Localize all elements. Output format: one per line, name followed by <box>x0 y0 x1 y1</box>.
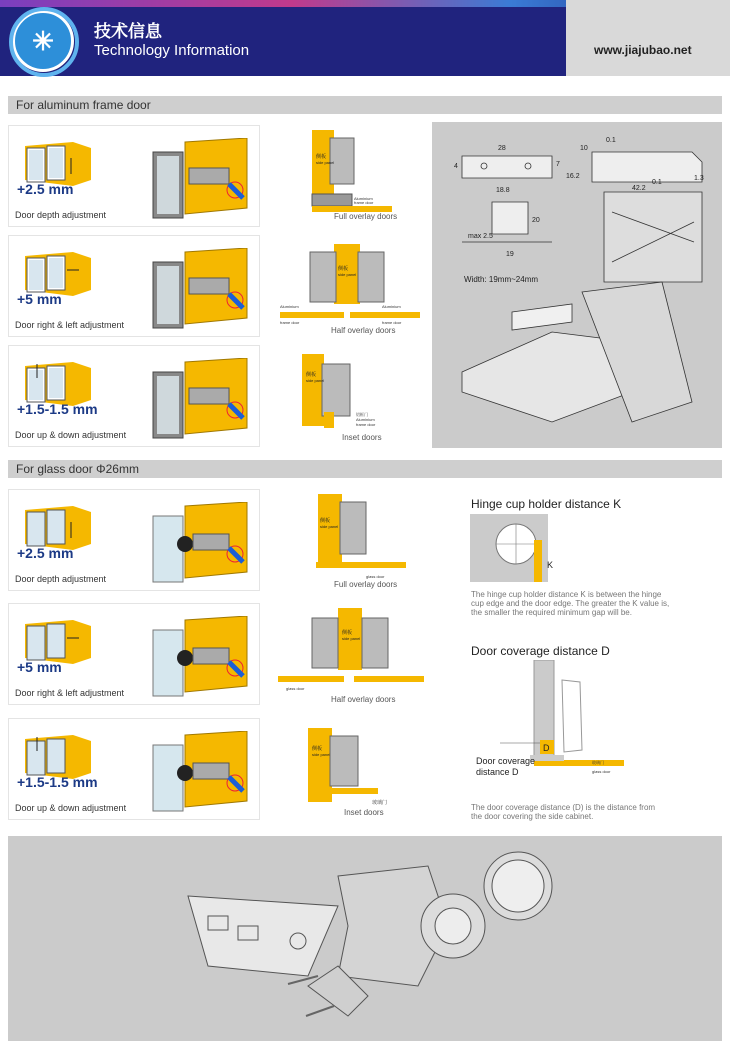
hinge-exploded-view <box>8 836 722 1041</box>
half-overlay-glass-diagram <box>276 606 428 692</box>
label-glass-door: glass door <box>286 686 305 691</box>
page-title-en: Technology Information <box>94 42 250 59</box>
dim-7: 7 <box>556 161 560 168</box>
label-aluminium: Aluminium <box>280 304 299 309</box>
label-aluminium: Aluminium <box>382 304 401 309</box>
dim-10: 10 <box>580 145 588 152</box>
label-aluminium-door-cn: 铝框门 <box>356 412 368 417</box>
aluminum-card-depth <box>8 125 260 227</box>
label-aluminium: Aluminium <box>354 196 373 201</box>
dim-28: 28 <box>498 145 506 152</box>
section-aluminum-title: For aluminum frame door <box>8 96 722 114</box>
hinge-cup-description: The hinge cup holder distance K is between the hinge cup edge and the door edge. The greater the K value is, the smaller the required minimum gap will be. <box>471 590 670 617</box>
adjust-amount: +2.5 mm <box>17 545 74 561</box>
label-side-panel-cn: 侧板 <box>338 266 349 272</box>
dim-18-8: 18.8 <box>496 187 510 194</box>
width-spec: Width: 19mm~24mm <box>464 275 539 284</box>
section-glass-title: For glass door Φ26mm <box>8 460 722 478</box>
mounting-caption: Full overlay doors <box>334 212 398 221</box>
glass-door-illustration <box>21 727 93 779</box>
hinge-on-glass-illustration <box>149 502 253 584</box>
dim-19: 19 <box>506 251 514 258</box>
logo <box>12 10 74 72</box>
profile-dimension-drawing <box>432 122 722 448</box>
label-frame-door: frame door <box>354 200 374 205</box>
dim-max-2-5: max 2.5 <box>468 233 493 240</box>
site-url: www.jiajubao.net <box>594 43 692 57</box>
adjust-caption: Door depth adjustment <box>15 210 107 220</box>
adjust-caption: Door up & down adjustment <box>15 803 127 813</box>
dim-20: 20 <box>532 217 540 224</box>
label-side-panel-cn: 侧板 <box>306 372 317 378</box>
mounting-caption: Half overlay doors <box>331 695 396 704</box>
label-side-panel-cn: 侧板 <box>342 630 353 636</box>
glass-card-right-left <box>8 603 260 705</box>
label-side-panel: side panel <box>312 752 331 757</box>
label-side-panel-cn: 侧板 <box>312 746 323 752</box>
full-overlay-aluminum-diagram <box>300 128 410 220</box>
header-bar <box>0 0 730 76</box>
dim-tolerance-a: 0.1 <box>606 137 616 144</box>
hinge-on-frame-illustration <box>149 138 253 220</box>
frame-door-illustration <box>21 244 93 296</box>
label-glass-door-cn: 玻璃门 <box>372 800 388 806</box>
aluminum-card-up-down <box>8 345 260 447</box>
label-aluminium: Aluminium <box>356 417 375 422</box>
adjust-amount: +5 mm <box>17 291 62 307</box>
hinge-on-glass-illustration <box>149 731 253 813</box>
glass-card-depth <box>8 489 260 591</box>
adjust-caption: Door depth adjustment <box>15 574 107 584</box>
glass-door-illustration <box>21 612 93 664</box>
exploded-view-panel <box>8 836 722 1041</box>
door-coverage-side-label: Door coverage distance D <box>476 756 536 777</box>
adjust-caption: Door right & left adjustment <box>15 688 125 698</box>
header-right-panel <box>566 0 730 76</box>
half-overlay-aluminum-diagram <box>276 240 428 326</box>
hinge-on-glass-illustration <box>149 616 253 698</box>
frame-door-illustration <box>21 134 93 186</box>
label-frame-door: frame door <box>382 320 402 325</box>
label-glass-door-cn: 玻璃门 <box>592 760 604 765</box>
logo-star-icon: ✳ <box>32 25 54 56</box>
label-side-panel: side panel <box>316 160 335 165</box>
k-label: K <box>547 560 554 570</box>
frame-door-illustration <box>21 354 93 406</box>
adjust-caption: Door right & left adjustment <box>15 320 125 330</box>
dim-tolerance-b: 0.1 <box>652 179 662 186</box>
page-title-cn: 技术信息 <box>94 22 162 42</box>
full-overlay-glass-diagram <box>300 492 410 582</box>
door-coverage-title: Door coverage distance D <box>471 644 610 658</box>
inset-glass-diagram <box>300 722 410 806</box>
dim-42-2: 42.2 <box>632 185 646 192</box>
aluminum-tech-panel <box>432 122 722 448</box>
mounting-caption: Inset doors <box>342 433 382 442</box>
dim-4: 4 <box>454 163 458 170</box>
adjust-amount: +1.5-1.5 mm <box>17 401 98 417</box>
adjust-amount: +5 mm <box>17 659 62 675</box>
inset-aluminum-diagram <box>300 350 410 432</box>
label-side-panel: side panel <box>306 378 325 383</box>
adjust-amount: +2.5 mm <box>17 181 74 197</box>
hinge-on-frame-illustration <box>149 358 253 440</box>
d-label: D <box>543 743 550 753</box>
label-side-panel: side panel <box>338 272 357 277</box>
dim-16-2: 16.2 <box>566 173 580 180</box>
adjust-caption: Door up & down adjustment <box>15 430 127 440</box>
hinge-on-frame-illustration <box>149 248 253 330</box>
label-frame-door: frame door <box>356 422 376 427</box>
label-side-panel-cn: 侧板 <box>316 154 327 160</box>
adjust-amount: +1.5-1.5 mm <box>17 774 98 790</box>
mounting-caption: Full overlay doors <box>334 580 398 589</box>
dim-1-3: 1.3 <box>694 175 704 182</box>
hinge-cup-title: Hinge cup holder distance K <box>471 497 622 511</box>
door-coverage-description: The door coverage distance (D) is the distance from the door covering the side cabinet. <box>471 803 656 821</box>
mounting-caption: Half overlay doors <box>331 326 396 335</box>
label-side-panel: side panel <box>342 636 361 641</box>
label-frame-door: frame door <box>280 320 300 325</box>
label-side-panel-cn: 侧板 <box>320 518 331 524</box>
label-glass-door: glass door <box>592 769 611 774</box>
aluminum-card-right-left <box>8 235 260 337</box>
label-glass-door: glass door <box>366 574 385 579</box>
label-side-panel: side panel <box>320 524 339 529</box>
hinge-cup-diagram <box>470 514 570 584</box>
glass-door-illustration <box>21 498 93 550</box>
mounting-caption: Inset doors <box>344 808 384 817</box>
glass-card-up-down <box>8 718 260 820</box>
